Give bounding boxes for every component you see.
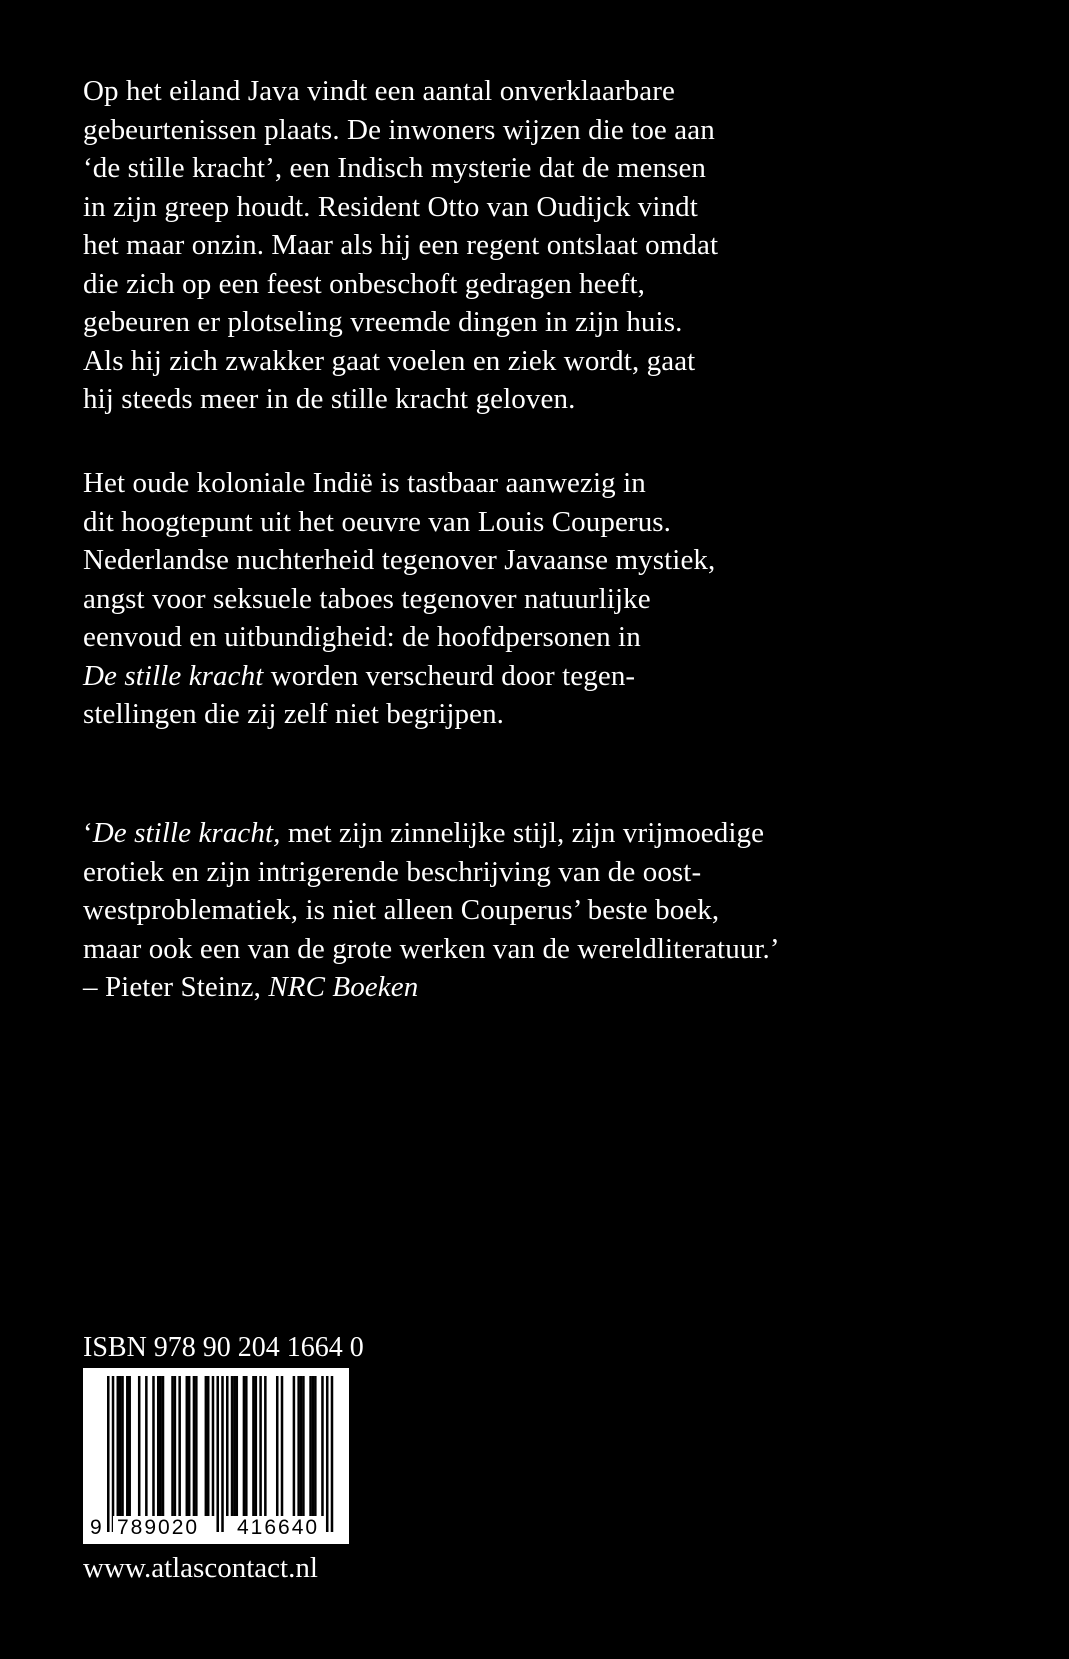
text-line: dit hoogtepunt uit het oeuvre van Louis Couperus. [83, 505, 672, 538]
book-title-italic: De stille kracht [83, 659, 264, 692]
barcode-digits-left: 789020 [113, 1516, 203, 1540]
barcode-bar [145, 1376, 148, 1516]
barcode-bar [231, 1376, 234, 1516]
publisher-website: www.atlascontact.nl [83, 1552, 318, 1584]
barcode-bar [128, 1376, 131, 1516]
barcode-bar [178, 1376, 181, 1516]
text-line: erotiek en zijn intrigerende beschrijving van de oost- [83, 855, 702, 888]
attribution-author: – Pieter Steinz, [83, 971, 269, 1003]
text-fragment: worden verscheurd door tegen- [263, 659, 636, 692]
barcode-guard-bar [107, 1376, 110, 1532]
barcode-digit-first: 9 [90, 1516, 104, 1539]
barcode-bar [174, 1376, 177, 1516]
barcode-bar [281, 1376, 284, 1516]
barcode-bar [243, 1376, 246, 1516]
barcode-bar [226, 1376, 229, 1516]
barcode-bar [119, 1376, 122, 1516]
text-line: maar ook een van de grote werken van de wereldliteratuur.’ [83, 932, 780, 965]
barcode-bar [171, 1376, 174, 1516]
barcode-guard-bar [221, 1376, 224, 1532]
barcode-bar [212, 1376, 215, 1516]
barcode-guard-bar [326, 1376, 329, 1532]
barcode-bar [293, 1376, 296, 1516]
description-paragraph-1 [83, 72, 1043, 419]
barcode-bar [297, 1376, 300, 1516]
barcode-bar [309, 1376, 312, 1516]
text-line: ‘de stille kracht’, een Indisch mysterie dat de mensen [83, 152, 707, 184]
barcode-bar [314, 1376, 317, 1516]
text-line: eenvoud en uitbundigheid: de hoofdpersonen in [83, 621, 641, 653]
barcode-bar [195, 1376, 198, 1516]
barcode-digits-right: 416640 [233, 1516, 323, 1540]
attribution-source: NRC Boeken [268, 971, 419, 1003]
barcode-guard-bar [112, 1376, 115, 1532]
text-line: gebeuren er plotseling vreemde dingen in zijn huis. [83, 306, 683, 338]
quote-open-mark: ‘ [83, 817, 93, 849]
book-title-italic: De stille kracht, [92, 817, 281, 849]
barcode-bar [186, 1376, 189, 1516]
barcode-bar [233, 1376, 236, 1516]
barcode-guard-bar [216, 1376, 219, 1532]
barcode-bar [193, 1376, 196, 1516]
text-line: angst voor seksuele taboes tegenover natuurlijke [83, 582, 651, 615]
text-line: die zich op een feest onbeschoft gedragen heeft, [83, 267, 645, 300]
barcode-bar [255, 1376, 258, 1516]
text-line: westproblematiek, is niet alleen Couperus’ beste boek, [83, 894, 720, 926]
text-fragment: met zijn zinnelijke stijl, zijn vrijmoedige [280, 817, 765, 849]
barcode-bar [302, 1376, 305, 1516]
quote-attribution [83, 968, 1043, 1007]
barcode-bar [300, 1376, 303, 1516]
text-line: Op het eiland Java vindt een aantal onverklaarbare [83, 75, 675, 107]
barcode [83, 1368, 349, 1544]
barcode-bar [152, 1376, 155, 1516]
barcode-bar [312, 1376, 315, 1516]
text-line [83, 657, 1043, 696]
review-quote [83, 814, 1043, 1007]
barcode-bar [245, 1376, 248, 1516]
text-line: Het oude koloniale Indië is tastbaar aanwezig in [83, 467, 646, 499]
text-line [83, 814, 1043, 853]
description-paragraph-2 [83, 464, 1043, 734]
barcode-guard-bar [331, 1376, 334, 1532]
barcode-bar [207, 1376, 210, 1516]
barcode-bar [205, 1376, 208, 1516]
barcode-bar [321, 1376, 324, 1516]
barcode-bar [138, 1376, 141, 1516]
barcode-bar [162, 1376, 165, 1516]
barcode-bar [126, 1376, 129, 1516]
barcode-digits [83, 1516, 349, 1542]
text-line: gebeurtenissen plaats. De inwoners wijzen die toe aan [83, 113, 715, 146]
text-line: hij steeds meer in de stille kracht geloven. [83, 383, 576, 415]
barcode-bar [157, 1376, 160, 1516]
barcode-bar [259, 1376, 262, 1516]
text-line: Als hij zich zwakker gaat voelen en ziek wordt, gaat [83, 344, 696, 377]
barcode-bar [264, 1376, 267, 1516]
text-line: Nederlandse nuchterheid tegenover Javaanse mystiek, [83, 544, 716, 576]
isbn-label: ISBN 978 90 204 1664 0 [83, 1332, 364, 1363]
text-line: in zijn greep houdt. Resident Otto van Oudijck vindt [83, 190, 698, 223]
barcode-bar [121, 1376, 124, 1516]
text-line: het maar onzin. Maar als hij een regent ontslaat omdat [83, 229, 719, 261]
barcode-bar [188, 1376, 191, 1516]
barcode-bar [276, 1376, 279, 1516]
barcode-bar [117, 1376, 120, 1516]
barcode-bar [252, 1376, 255, 1516]
barcode-bar [236, 1376, 239, 1516]
barcode-bar [159, 1376, 162, 1516]
text-line: stellingen die zij zelf niet begrijpen. [83, 698, 505, 730]
